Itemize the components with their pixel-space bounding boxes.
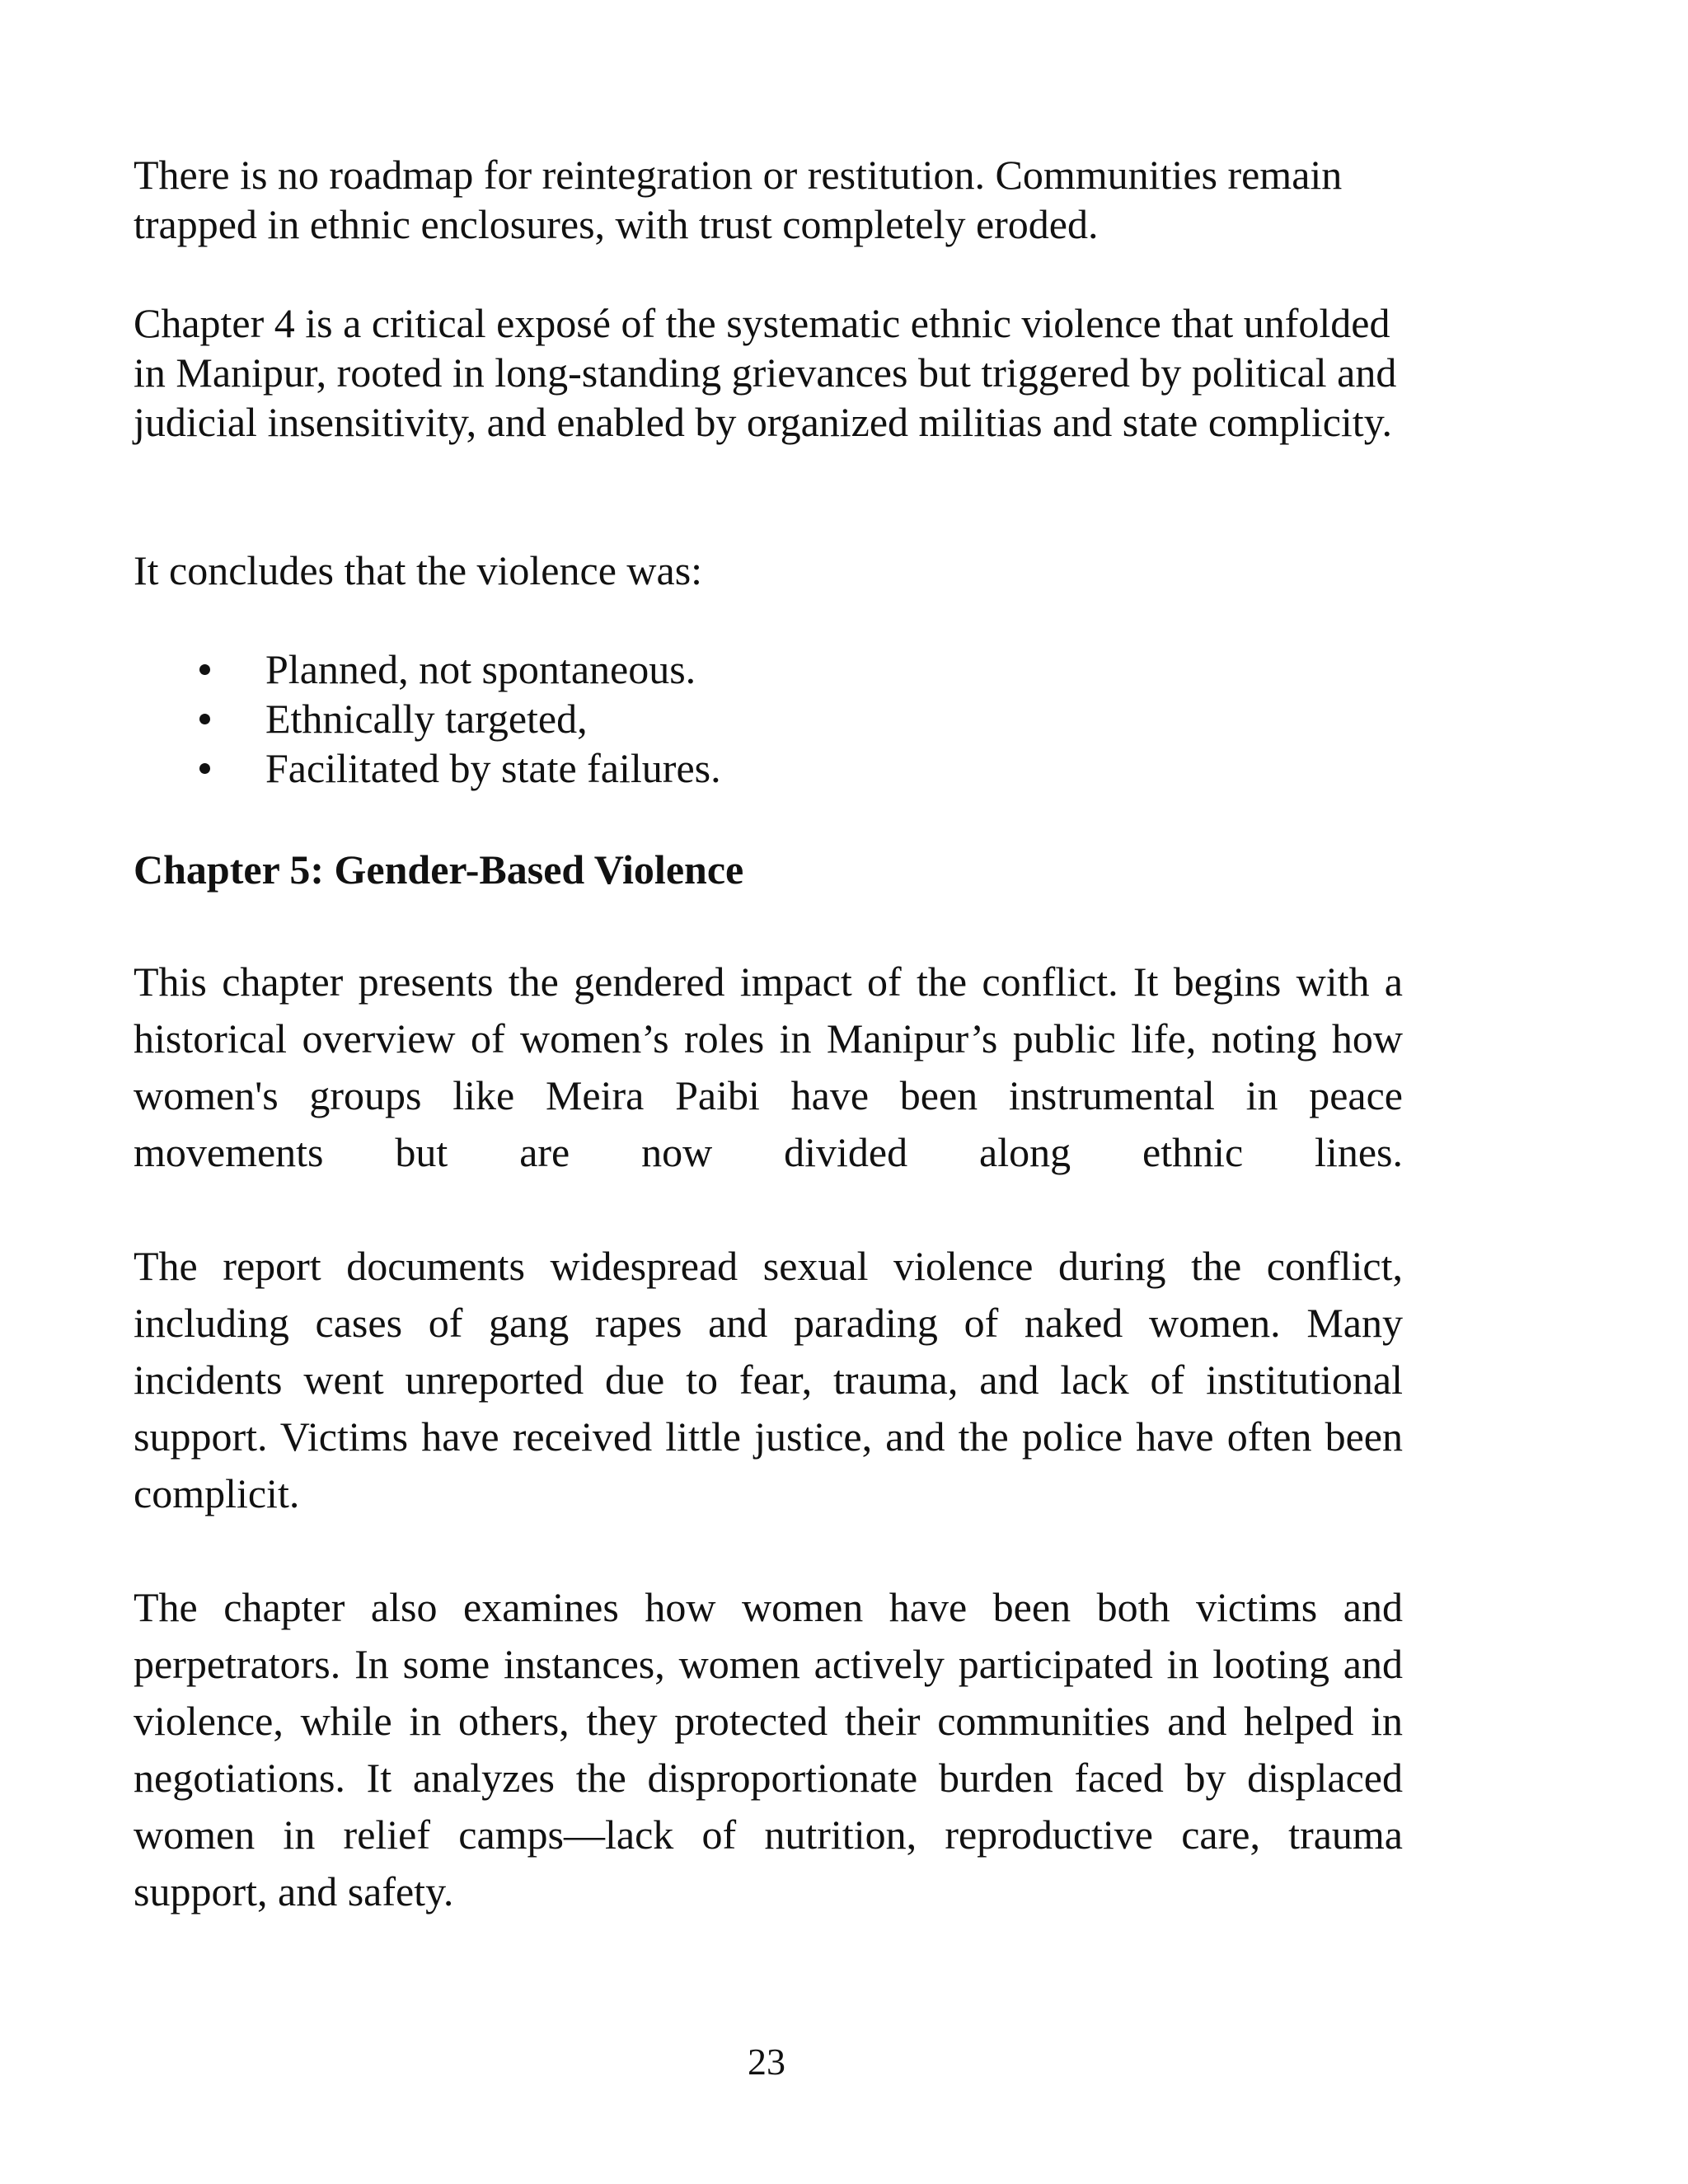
bullet-text: Ethnically targeted, — [265, 696, 588, 742]
paragraph-chapter4-summary: Chapter 4 is a critical exposé of the systematic ethnic violence that unfolded in Manipur, rooted in long-standing grievances but triggered by political and judicial insensitivity, and enabled by organized militias and state complicity. — [134, 300, 1397, 445]
list-item — [134, 694, 1419, 743]
paragraph-conclusion-intro: It concludes that the violence was: — [134, 547, 703, 593]
chapter5-heading: Chapter 5: Gender-Based Violence — [134, 846, 744, 893]
paragraph-sexual-violence: The report documents widespread sexual violence during the conflict, including cases of gang rapes and parading of naked women. Many incidents went unreported due to fear, trauma, and lack of institutional support. Victims have received little justice, and the police have often been complicit. — [134, 1243, 1403, 1516]
bullet-text: Facilitated by state failures. — [265, 745, 721, 791]
bullet-icon — [199, 714, 210, 724]
paragraph-gendered-impact: This chapter presents the gendered impact of the conflict. It begins with a historical overview of women’s roles in Manipur’s public life, noting how women's groups like Meira Paibi have been instrumental in peace movements but are now divided along ethnic lines. — [134, 958, 1403, 1175]
list-item — [134, 743, 1419, 793]
bullet-icon — [199, 763, 210, 774]
paragraph-reintegration: There is no roadmap for reintegration or restitution. Communities remain trapped in ethnic enclosures, with trust completely eroded. — [134, 152, 1343, 247]
paragraph-victims-perpetrators: The chapter also examines how women have been both victims and perpetrators. In some instances, women actively participated in looting and violence, while in others, they protected their communities and helped in negotiations. It analyzes the disproportionate burden faced by displaced women in relief camps—lack of nutrition, reproductive care, trauma support, and safety. — [134, 1584, 1403, 1915]
page-number: 23 — [748, 2041, 785, 2083]
list-item — [134, 644, 1419, 694]
conclusion-bullet-list — [134, 644, 1419, 793]
bullet-text: Planned, not spontaneous. — [265, 646, 696, 692]
bullet-icon — [199, 664, 210, 675]
